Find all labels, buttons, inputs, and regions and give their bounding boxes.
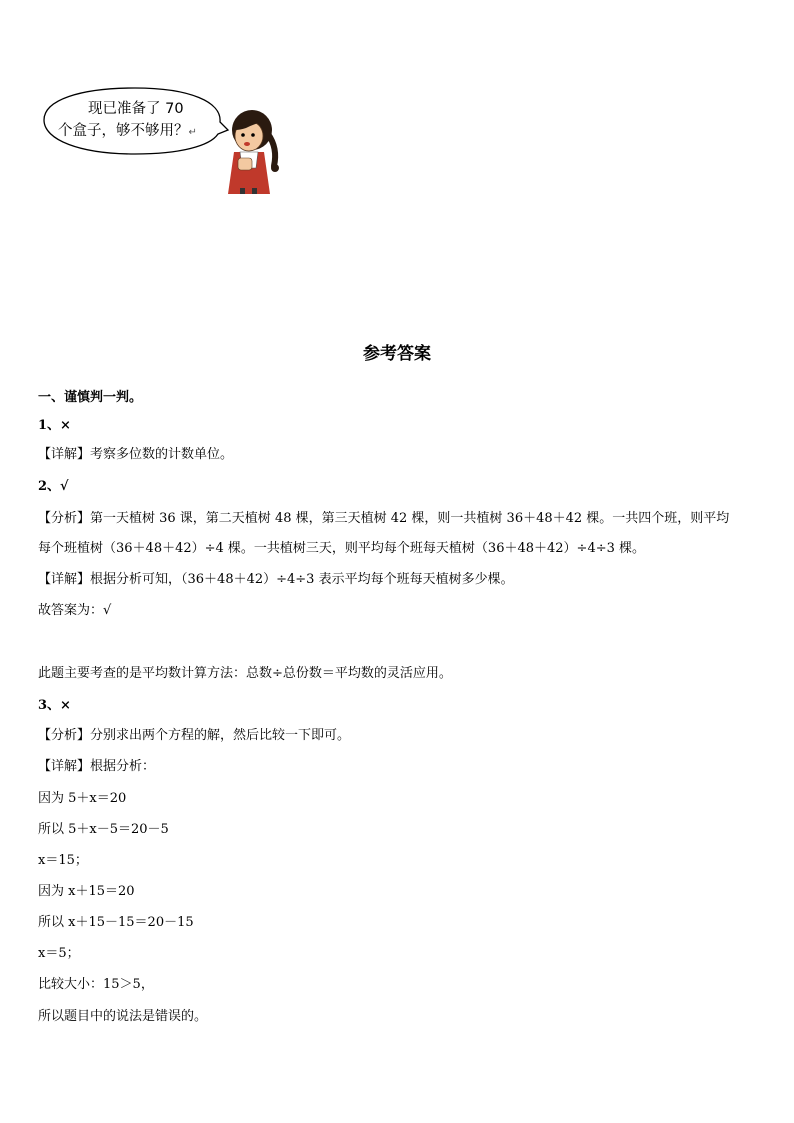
question-3-label: 3、×: [38, 698, 71, 713]
girl-illustration: [222, 108, 288, 194]
question-2-detail: 【详解】根据分析可知，（36＋48＋42）÷4÷3 表示平均每个班每天植树多少棵。: [38, 572, 514, 587]
question-3-step: 所以 5＋x－5＝20－5: [38, 822, 169, 837]
section-heading: 一、谨慎判一判。: [38, 390, 143, 405]
page-title: 参考答案: [363, 344, 431, 364]
speech-bubble: [40, 84, 230, 158]
question-3-step: 因为 x＋15＝20: [38, 884, 135, 899]
bubble-line-1: 现已准备了 70: [88, 101, 184, 117]
question-2-note: 此题主要考查的是平均数计算方法：总数÷总份数＝平均数的灵活应用。: [38, 666, 452, 681]
question-3-step: 所以题目中的说法是错误的。: [38, 1009, 208, 1024]
question-2-answer: 故答案为：√: [38, 603, 112, 618]
question-1-detail: 【详解】考察多位数的计数单位。: [38, 447, 234, 462]
question-2-analysis-line-1: 【分析】第一天植树 36 课，第二天植树 48 棵，第三天植树 42 棵，则一共植树 36＋48＋42 棵。一共四个班，则平均: [38, 511, 730, 526]
speech-bubble-text: [58, 98, 228, 144]
question-2-label: 2、√: [38, 479, 69, 494]
question-3-step: 比较大小：15＞5，: [38, 977, 154, 992]
question-3-detail: 【详解】根据分析：: [38, 759, 156, 774]
question-3-analysis: 【分析】分别求出两个方程的解，然后比较一下即可。: [38, 728, 351, 743]
bubble-line-2: [58, 120, 228, 144]
question-3-step: 所以 x＋15－15＝20－15: [38, 915, 194, 930]
return-mark: ↵: [188, 127, 197, 138]
question-1-label: 1、×: [38, 418, 71, 433]
bubble-line-2-text: 个盒子，够不够用？: [58, 123, 189, 139]
question-3-step: x＝5；: [38, 946, 80, 961]
question-3-step: 因为 5＋x＝20: [38, 791, 127, 806]
question-2-analysis-line-2: 每个班植树（36＋48＋42）÷4 棵。一共植树三天，则平均每个班每天植树（36＋48＋42）÷4÷3 棵。: [38, 541, 646, 556]
question-3-step: x＝15；: [38, 853, 88, 868]
